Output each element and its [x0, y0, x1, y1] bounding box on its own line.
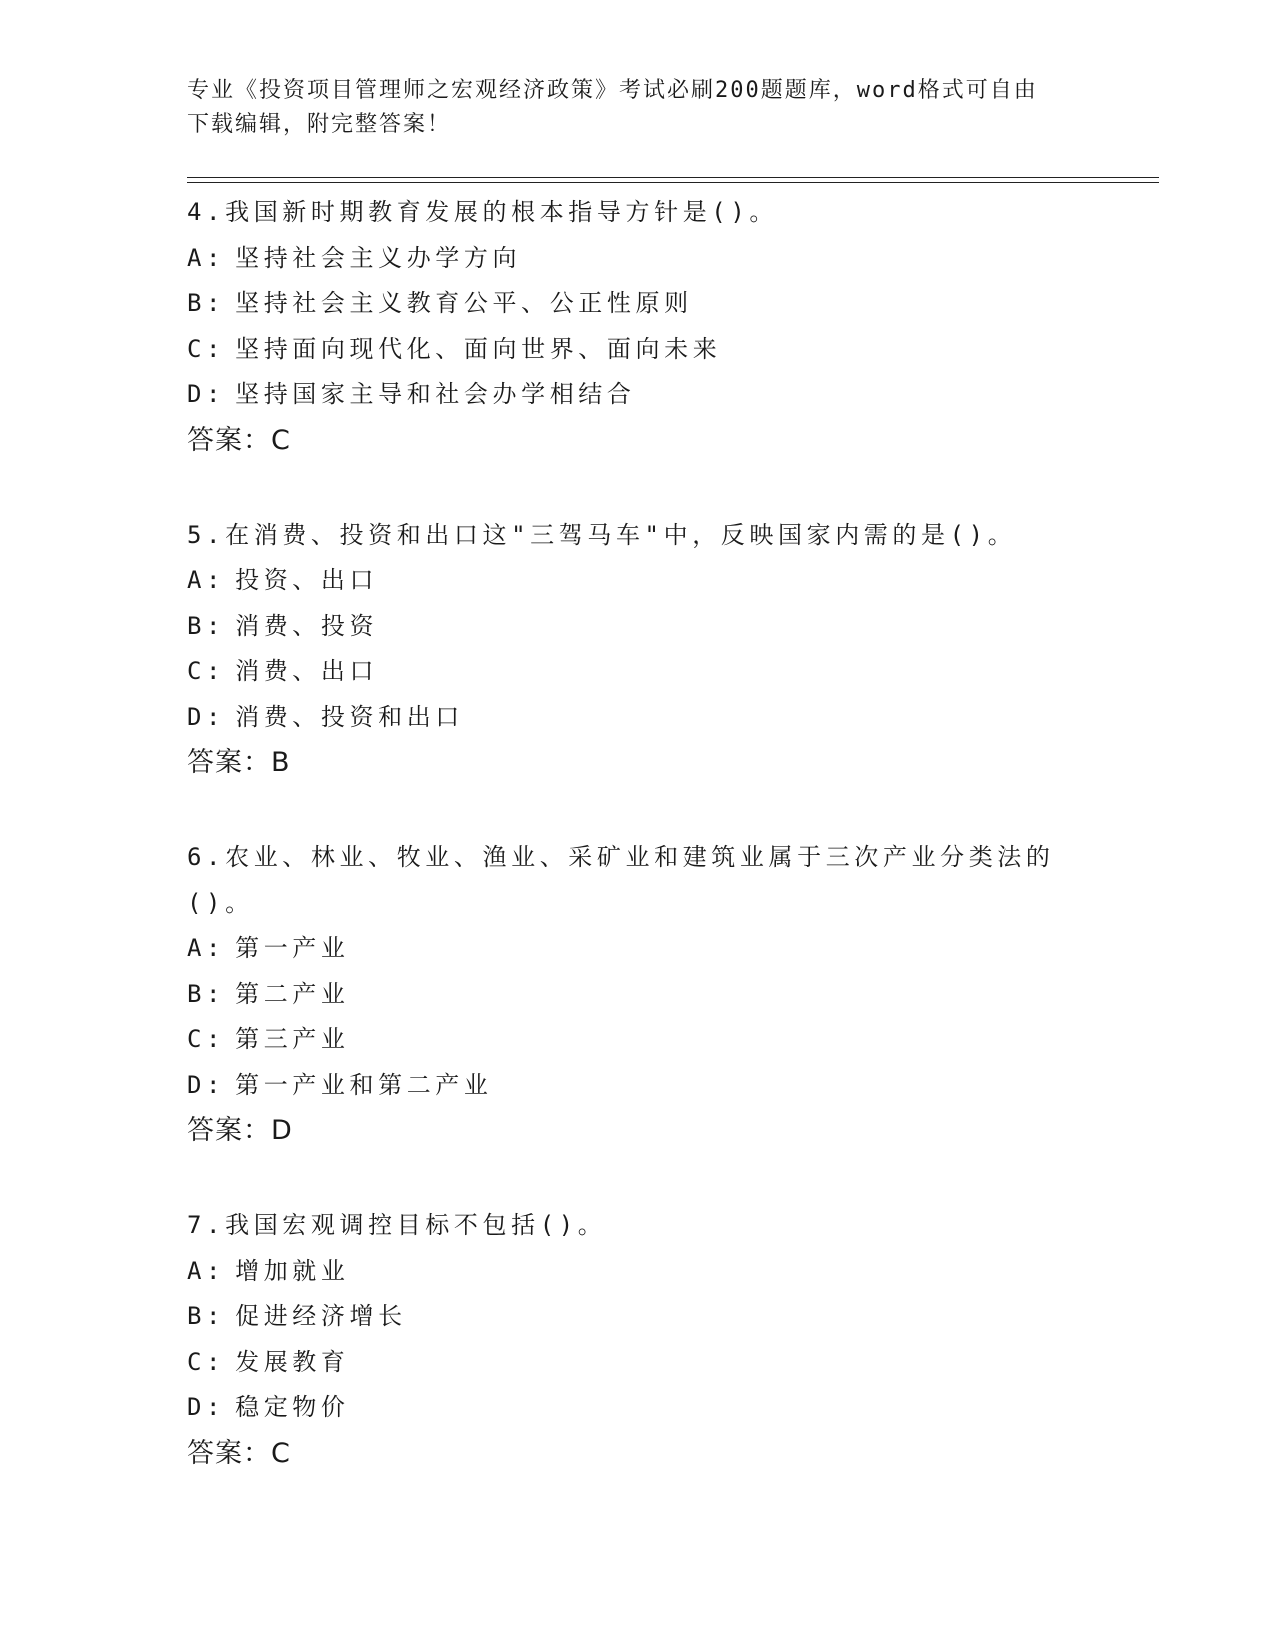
option-text: 促进经济增长: [235, 1302, 407, 1330]
option-text: 坚持国家主导和社会办学相结合: [235, 380, 636, 408]
option-letter: C:: [187, 334, 226, 363]
option-letter: C:: [187, 1347, 226, 1376]
answer-value: B: [271, 747, 291, 778]
option-letter: C:: [187, 657, 226, 685]
question-text-line-2: ()。: [187, 888, 254, 917]
option-text: 投资、出口: [235, 566, 379, 594]
option-letter: A:: [187, 243, 226, 272]
option-b: [187, 972, 1087, 1018]
option-text: 消费、投资: [235, 611, 379, 640]
question-spacer: [187, 463, 1087, 513]
option-b: [187, 1294, 1087, 1340]
question-list: [187, 190, 1087, 1476]
answer-value: C: [271, 1437, 291, 1469]
answer-label: 答案：: [187, 747, 271, 778]
option-letter: D:: [187, 702, 226, 731]
option-letter: D:: [187, 1393, 226, 1421]
answer-label: 答案：: [187, 1115, 271, 1146]
option-letter: B:: [187, 979, 226, 1008]
option-letter: A:: [187, 1256, 226, 1285]
option-letter: B:: [187, 289, 226, 317]
option-b: [187, 604, 1087, 650]
option-letter: C:: [187, 1025, 226, 1053]
option-letter: B:: [187, 611, 226, 640]
option-c: [187, 1017, 1087, 1063]
option-text: 发展教育: [235, 1347, 350, 1376]
option-c: [187, 1340, 1087, 1386]
question-6: [187, 835, 1087, 1153]
answer-line: [187, 418, 1087, 463]
option-text: 增加就业: [235, 1256, 350, 1285]
question-spacer: [187, 785, 1087, 835]
option-letter: D:: [187, 380, 226, 408]
option-d: [187, 1385, 1087, 1431]
document-header: [187, 74, 1087, 142]
header-divider-top: [187, 177, 1159, 178]
question-text: 5.在消费、投资和出口这"三驾马车"中，反映国家内需的是()。: [187, 520, 1017, 549]
answer-label: 答案：: [187, 1437, 271, 1469]
answer-line: [187, 740, 1087, 785]
option-text: 坚持面向现代化、面向世界、面向未来: [235, 334, 722, 363]
question-spacer: [187, 1153, 1087, 1203]
option-text: 消费、出口: [235, 657, 379, 685]
option-c: [187, 649, 1087, 695]
option-text: 坚持社会主义办学方向: [235, 243, 522, 272]
answer-value: C: [271, 424, 291, 456]
answer-line: [187, 1431, 1087, 1476]
question-5: [187, 513, 1087, 786]
option-text: 第一产业: [235, 934, 350, 962]
question-text: 7.我国宏观调控目标不包括()。: [187, 1211, 607, 1239]
option-a: [187, 1249, 1087, 1295]
header-divider-bottom: [187, 182, 1159, 183]
option-text: 消费、投资和出口: [235, 702, 464, 731]
option-text: 第一产业和第二产业: [235, 1070, 493, 1099]
option-letter: A:: [187, 934, 226, 962]
answer-label: 答案：: [187, 424, 271, 456]
question-text-line-1: 6.农业、林业、牧业、渔业、采矿业和建筑业属于三次产业分类法的: [187, 843, 1055, 871]
option-d: [187, 695, 1087, 741]
answer-value: D: [271, 1115, 293, 1146]
option-a: [187, 926, 1087, 972]
question-4: [187, 190, 1087, 463]
option-b: [187, 281, 1087, 327]
question-text: 4.我国新时期教育发展的根本指导方针是()。: [187, 198, 778, 226]
option-letter: A:: [187, 566, 226, 594]
option-d: [187, 372, 1087, 418]
header-line-1: 专业《投资项目管理师之宏观经济政策》考试必刷200题题库，word格式可自由: [187, 78, 1038, 103]
option-text: 第三产业: [235, 1025, 350, 1053]
option-d: [187, 1063, 1087, 1109]
option-a: [187, 558, 1087, 604]
option-text: 坚持社会主义教育公平、公正性原则: [235, 289, 693, 317]
option-a: [187, 236, 1087, 282]
option-c: [187, 327, 1087, 373]
option-letter: D:: [187, 1070, 226, 1099]
question-7: [187, 1203, 1087, 1476]
option-text: 稳定物价: [235, 1393, 350, 1421]
header-line-2: 下载编辑，附完整答案！: [187, 112, 452, 137]
option-letter: B:: [187, 1302, 226, 1330]
option-text: 第二产业: [235, 979, 350, 1008]
answer-line: [187, 1108, 1087, 1153]
